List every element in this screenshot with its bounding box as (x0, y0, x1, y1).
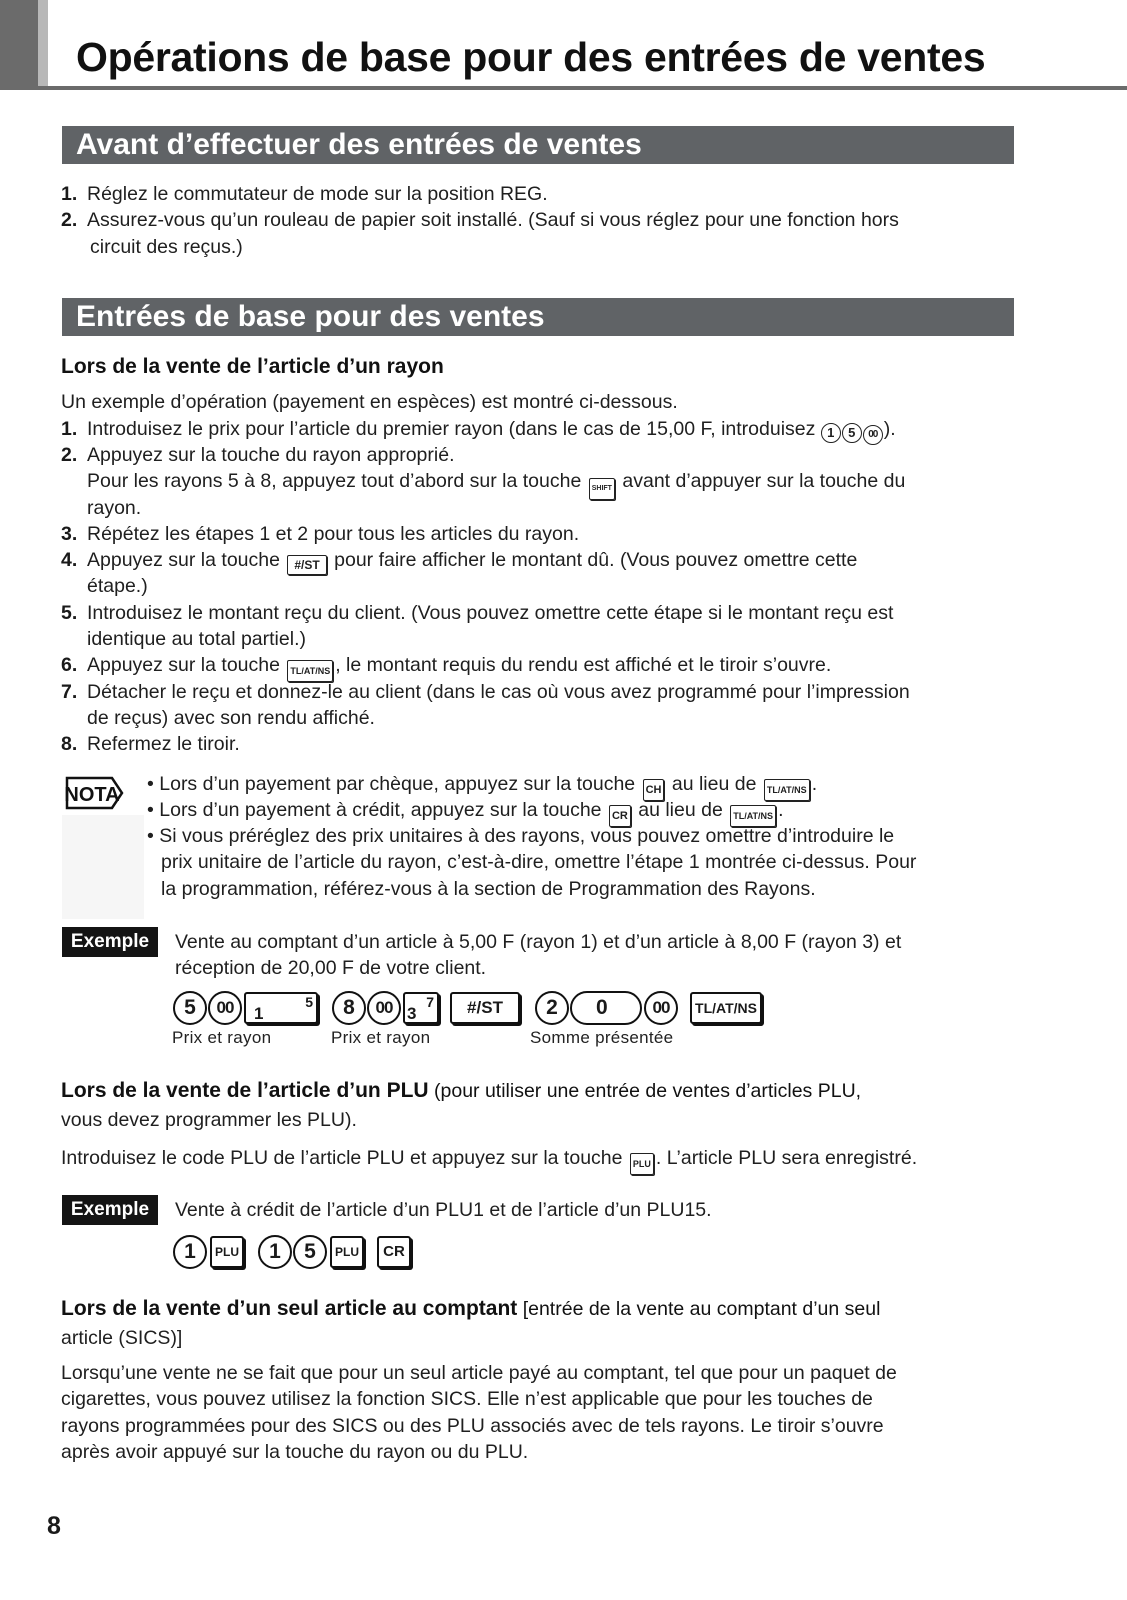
credit-key-icon: CR (609, 805, 631, 827)
total-key-icon: TL/AT/NS (287, 660, 333, 682)
header-accent-light (38, 0, 48, 89)
step-text: Appuyez sur la touche du rayon approprié. (87, 444, 455, 466)
total-key-icon: TL/AT/NS (690, 992, 762, 1024)
nota-bullet-preset-continued: la programmation, référez-vous à la section de Programmation des Rayons. (161, 878, 816, 900)
subheading-department-sale: Lors de la vente de l’article d’un rayon (61, 355, 444, 378)
step-number: 1. (61, 183, 78, 205)
step-number: 3. (61, 523, 78, 545)
step-text-continued: circuit des reçus.) (90, 236, 243, 258)
page-number: 8 (47, 1512, 61, 1540)
step-text: Assurez-vous qu’un rouleau de papier soit installé. (Sauf si vous réglez pour une fonction hors (87, 209, 899, 231)
key-8-icon: 8 (332, 991, 366, 1025)
step-text: Refermez le tiroir. (87, 733, 240, 755)
department-1-key-icon: 1 5 (244, 992, 318, 1024)
caption-amount-tendered: Somme présentée (530, 1028, 674, 1047)
nota-bullet-credit: • Lors d’un payement à crédit, appuyez sur la touche CR au lieu de TL/AT/NS . (147, 797, 783, 827)
header-accent-dark (0, 0, 38, 89)
nota-badge-icon (64, 775, 124, 811)
example-text: réception de 20,00 F de votre client. (175, 957, 487, 979)
header-rule (0, 86, 1127, 90)
cheque-key-icon: CH (643, 779, 665, 801)
key-00-icon: 00 (367, 991, 401, 1025)
key-0-icon: 0 (570, 991, 642, 1025)
total-key-icon: TL/AT/NS (764, 779, 810, 801)
example-badge: Exemple (62, 927, 158, 957)
step-text-continued: Pour les rayons 5 à 8, appuyez tout d’abord sur la touche SHIFT avant d’appuyer sur la touche du (87, 468, 905, 500)
credit-key-icon: CR (377, 1236, 411, 1268)
section-title-before-entries: Avant d’effectuer des entrées de ventes (62, 126, 1014, 164)
step-text-continued: rayon. (87, 497, 142, 519)
plu-key-icon: PLU (210, 1236, 244, 1268)
step-text-continued: de reçus) avec son rendu affiché. (87, 707, 375, 729)
plu-text: Introduisez le code PLU de l’article PLU et appuyez sur la touche PLU . L’article PLU sera enregistré. (61, 1145, 917, 1175)
page-title: Opérations de base pour des entrées de ventes (76, 34, 986, 80)
subheading-sics: Lors de la vente d’un seul article au comptant [entrée de la vente au comptant d’un seul (61, 1297, 881, 1320)
plu-heading-continued: vous devez programmer les PLU). (61, 1109, 357, 1131)
intro-text: Un exemple d’opération (payement en espèces) est montré ci-dessous. (61, 391, 678, 413)
step-text: Détacher le reçu et donnez-le au client (dans le cas où vous avez programmé pour l’impression (87, 681, 910, 703)
subtotal-key-icon: #/ST (450, 992, 520, 1024)
step-text: Appuyez sur la touche #/ST pour faire afficher le montant dû. (Vous pouvez omettre cette (87, 547, 857, 575)
key-00-icon: 00 (863, 425, 883, 445)
department-3-key-icon: 3 7 (403, 992, 439, 1024)
step-number: 1. (61, 418, 78, 440)
example-text: Vente à crédit de l’article d’un PLU1 et de l’article d’un PLU15. (175, 1199, 712, 1221)
caption-price-department: Prix et rayon (172, 1028, 272, 1047)
key-1-icon: 1 (173, 1235, 207, 1269)
example-badge: Exemple (62, 1195, 158, 1225)
nota-bullet-preset: • Si vous préréglez des prix unitaires à des rayons, vous pouvez omettre d’introduire le (147, 825, 895, 847)
key-1-icon: 1 (258, 1235, 292, 1269)
key-00-icon: 00 (644, 991, 678, 1025)
key-5-icon: 5 (173, 991, 207, 1025)
step-text: Introduisez le montant reçu du client. (Vous pouvez omettre cette étape si le montant reçu est (87, 602, 894, 624)
step-number: 6. (61, 654, 78, 676)
key-1-icon: 1 (821, 423, 841, 443)
nota-bullet-preset-continued: prix unitaire de l’article du rayon, c’est-à-dire, omettre l’étape 1 montrée ci-dessus. Pour (161, 851, 917, 873)
step-text-continued: étape.) (87, 575, 148, 597)
sics-text: Lorsqu’une vente ne se fait que pour un seul article payé au comptant, tel que pour un paquet de (61, 1362, 897, 1384)
step-number: 5. (61, 602, 78, 624)
step-number: 4. (61, 549, 78, 571)
nota-shading (62, 815, 144, 919)
step-text: Réglez le commutateur de mode sur la position REG. (87, 183, 548, 205)
step-text: Répétez les étapes 1 et 2 pour tous les articles du rayon. (87, 523, 580, 545)
sics-text: rayons programmées pour des SICS ou des PLU associés avec de tels rayons. Le tiroir s’ouvre (61, 1415, 884, 1437)
shift-key-icon: SHIFT (589, 478, 615, 500)
subheading-plu-sale: Lors de la vente de l’article d’un PLU (pour utiliser une entrée de ventes d’articles PLU, (61, 1079, 862, 1102)
nota-bullet-cheque: • Lors d’un payement par chèque, appuyez sur la touche CH au lieu de TL/AT/NS . (147, 771, 817, 801)
step-number: 2. (61, 444, 78, 466)
step-number: 8. (61, 733, 78, 755)
total-key-icon: TL/AT/NS (730, 805, 776, 827)
sics-text: cigarettes, vous pouvez utilisez la fonction SICS. Elle n’est applicable que pour les touches de (61, 1388, 873, 1410)
step-text-continued: identique au total partiel.) (87, 628, 306, 650)
step-number: 7. (61, 681, 78, 703)
key-5-icon: 5 (842, 423, 862, 443)
subtotal-key-icon: #/ST (287, 555, 326, 575)
nota-label: NOTA (64, 784, 120, 806)
sics-heading-continued: article (SICS)] (61, 1327, 183, 1349)
section-title-basic-entries: Entrées de base pour des ventes (62, 298, 1014, 336)
caption-price-department: Prix et rayon (331, 1028, 431, 1047)
step-text: Appuyez sur la touche TL/AT/NS , le montant requis du rendu est affiché et le tiroir s’ouvre. (87, 652, 831, 682)
sics-text: après avoir appuyé sur la touche du rayon ou du PLU. (61, 1441, 529, 1463)
key-00-icon: 00 (208, 991, 242, 1025)
key-2-icon: 2 (535, 991, 569, 1025)
step-text: Introduisez le prix pour l’article du premier rayon (dans le cas de 15,00 F, introduisez 1 5 00 ). (87, 416, 896, 445)
plu-key-icon: PLU (330, 1236, 364, 1268)
step-number: 2. (61, 209, 78, 231)
example-text: Vente au comptant d’un article à 5,00 F (rayon 1) et d’un article à 8,00 F (rayon 3) et (175, 931, 902, 953)
plu-key-icon: PLU (630, 1153, 654, 1175)
key-5-icon: 5 (293, 1235, 327, 1269)
